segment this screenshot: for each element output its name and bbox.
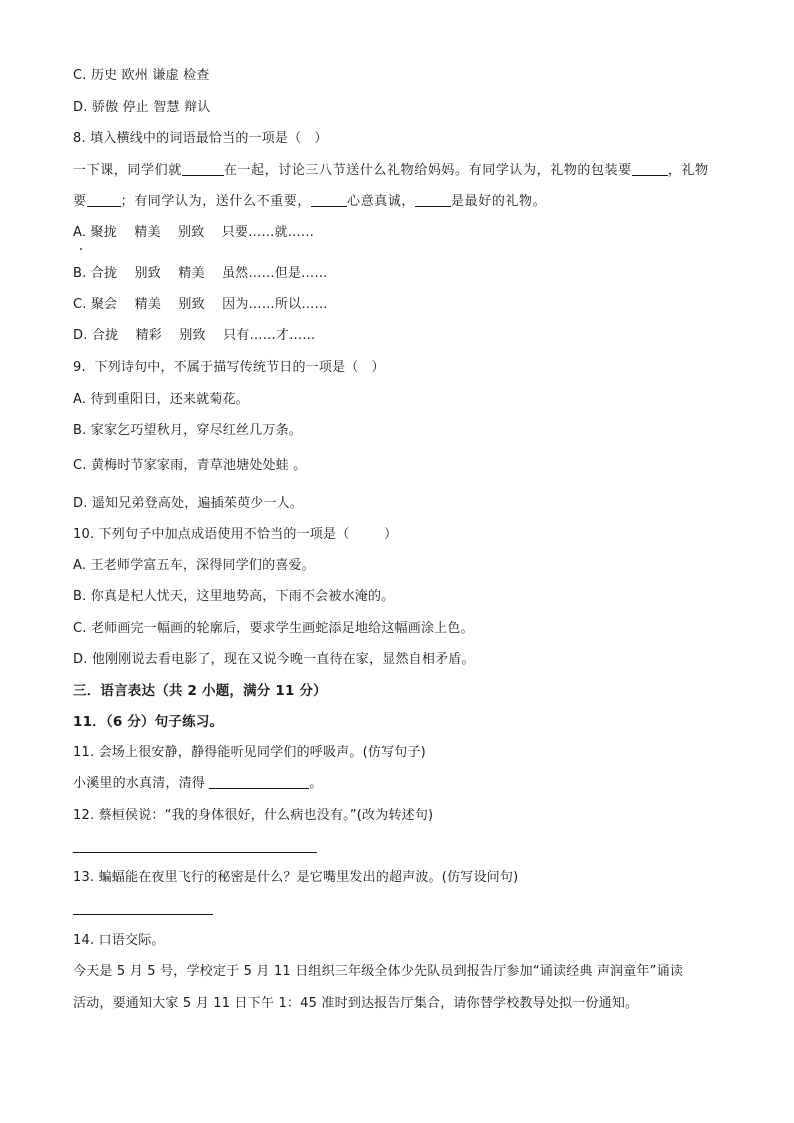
answer-blank [209,776,309,789]
sub12-prompt-text: 12. 蔡桓侯说：“我的身体很好，什么病也没有。”(改为转述句) [73,808,434,823]
q8-option-b [73,266,328,282]
q9-stem [73,360,385,376]
fill-blank [87,194,121,207]
sub11-prompt [73,745,426,761]
q9-option-b [73,423,302,439]
section-3-heading [73,683,327,699]
q11-heading-text: 11．（6 分）句子练习。 [73,714,224,730]
sub14-line-2 [73,996,638,1012]
q9-stem-text: 9. 下列诗句中，不属于描写传统节日的一项是（ ） [73,360,385,375]
q8-option-d-text: D. 合拢 精彩 别致 只有……才…… [73,328,316,343]
q8-passage-text: 一下课，同学们就 [73,163,182,178]
sub14-line-1 [73,964,683,980]
sub14-line-2-text: 活动，要通知大家 5 月 11 日下午 1：45 准时到达报告厅集合，请你替学校教导处拟一份通知。 [73,996,639,1011]
sub11-answer-suffix: 。 [309,776,323,791]
q8-passage-text: ，礼物 [667,163,709,178]
q10-option-b [73,589,394,605]
fill-blank [182,163,224,176]
q8-option-c [73,297,328,313]
q10-option-c [73,621,474,637]
sub11-prompt-text: 11. 会场上很安静，静得能听见同学们的呼吸声。(仿写句子) [73,745,426,760]
q9-option-c [73,458,306,474]
fill-blank [632,163,668,176]
q10-stem-text: 10. 下列句子中加点成语使用不恰当的一项是（ ） [73,527,398,542]
q8-passage-line-2 [73,194,546,210]
q8-option-a [73,225,314,241]
q8-passage-text: ；有同学认为，送什么不重要， [120,194,312,209]
sub14-title [73,933,165,949]
sub14-line-1-text: 今天是 5 月 5 号，学校定于 5 月 11 日组织三年级全体少先队员到报告厅参加“诵读经典 声润童年”诵读 [73,964,684,979]
sub13-answer-line [73,914,213,915]
section-3-heading-text: 三．语言表达（共 2 小题，满分 11 分） [73,683,327,699]
q8-option-c-text: C. 聚会 精美 别致 因为……所以…… [73,297,328,312]
sub12-answer-line [73,852,317,853]
q8-option-b-text: B. 合拢 别致 精美 虽然……但是…… [73,266,328,281]
q10-option-a-text: A. 王老师学富五车，深得同学们的喜爱。 [73,558,315,573]
q8-option-a-text: A. 聚拢 精美 别致 只要……就…… [73,225,315,240]
fill-blank [415,194,451,207]
q10-option-c-text: C. 老师画完一幅画的轮廓后，要求学生画蛇添足地给这幅画涂上色。 [73,621,474,636]
q7-option-c [73,68,210,84]
q10-stem [73,527,397,543]
q9-option-c-text: C. 黄梅时节家家雨，青草池塘处处蛙 。 [73,458,307,473]
q9-option-b-text: B. 家家乞巧望秋月，穿尽红丝几万条。 [73,423,302,438]
q9-option-d [73,496,303,512]
sub13-prompt [73,870,518,886]
q8-stem-text: 8. 填入横线中的词语最恰当的一项是（ ） [73,131,328,146]
q9-option-a [73,392,249,408]
q8-passage-line-1 [73,163,709,179]
q9-option-d-text: D. 遥知兄弟登高处，遍插茱萸少一人。 [73,496,304,511]
q10-option-a [73,558,315,574]
stray-dot [80,248,82,250]
q10-option-d-text: D. 他刚刚说去看电影了，现在又说今晚一直待在家，显然自相矛盾。 [73,652,475,667]
sub11-answer-prefix: 小溪里的水真清，清得 [73,776,210,791]
q8-passage-text: 是最好的礼物。 [451,194,547,209]
q7-option-c-text: C. 历史 欧州 谦虚 检查 [73,68,210,83]
sub14-title-text: 14. 口语交际。 [73,933,165,948]
q7-option-d-text: D. 骄傲 停止 智慧 辩认 [73,100,211,115]
fill-blank [311,194,347,207]
q8-passage-text: 在一起，讨论三八节送什么礼物给妈妈。有同学认为，礼物的包装要 [223,163,632,178]
q8-passage-text: 心意真诚， [347,194,416,209]
q11-heading [73,714,223,730]
q8-stem [73,131,328,147]
sub11-answer-line [73,776,323,792]
q8-passage-text: 要 [73,194,87,209]
sub13-prompt-text: 13. 蝙蝠能在夜里飞行的秘密是什么？是它嘴里发出的超声波。(仿写设问句) [73,870,519,885]
sub12-prompt [73,808,433,824]
q8-option-d [73,328,315,344]
q10-option-d [73,652,475,668]
q10-option-b-text: B. 你真是杞人忧天，这里地势高，下雨不会被水淹的。 [73,589,395,604]
q7-option-d [73,100,210,116]
q9-option-a-text: A. 待到重阳日，还来就菊花。 [73,392,249,407]
